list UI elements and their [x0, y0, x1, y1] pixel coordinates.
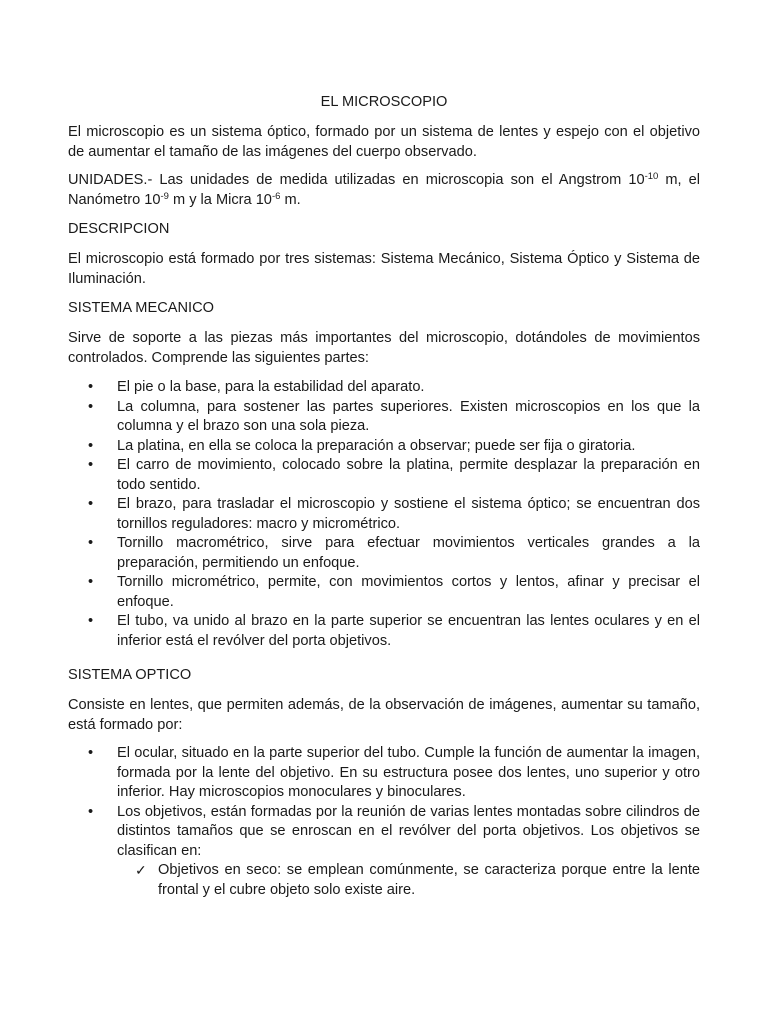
units-text-4: m. [280, 191, 301, 208]
list-item-text: Los objetivos, están formadas por la reunión de varias lentes montadas sobre cilindros de distintos tamaños que se enroscan en el revólver del porta objetivos. Los objetivos se clasifican en: [117, 803, 700, 859]
checkmark-icon: ✓ [135, 862, 147, 878]
list-item-text: El brazo, para trasladar el microscopio y sostiene el sistema óptico; se encuentran dos tornillos reguladores: macro y micrométrico. [117, 496, 700, 532]
bullet-icon: • [88, 745, 94, 761]
units-text-1: UNIDADES.- Las unidades de medida utilizadas en microscopia son el Angstrom 10 [68, 172, 645, 188]
optico-paragraph: Consiste en lentes, que permiten además, de la observación de imágenes, aumentar su tamaño, está formado por: [68, 697, 700, 733]
bullet-icon: • [88, 574, 94, 590]
list-item-text: Tornillo macrométrico, sirve para efectuar movimientos verticales grandes a la preparación, permitiendo un enfoque. [117, 535, 700, 571]
list-item [68, 456, 700, 495]
descripcion-paragraph: El microscopio está formado por tres sistemas: Sistema Mecánico, Sistema Óptico y Sistema de Iluminación. [68, 251, 700, 287]
list-item [68, 437, 700, 457]
units-text-3: m y la Micra 10 [168, 191, 272, 208]
units-exponent-1: -10 [644, 171, 659, 182]
mecanico-paragraph: Sirve de soporte a las piezas más importantes del microscopio, dotándoles de movimientos controlados. Comprende las siguientes partes: [68, 330, 700, 366]
units-exponent-3: -6 [271, 190, 281, 202]
bullet-icon: • [88, 398, 94, 415]
bullet-icon: • [88, 437, 94, 454]
list-item-text: Tornillo micrométrico, permite, con movimientos cortos y lentos, afinar y precisar el enfoque. [117, 574, 700, 610]
units-text-2: m, el Nanómetro 10 [68, 172, 700, 208]
bullet-icon: • [88, 613, 94, 629]
list-item [68, 378, 700, 398]
list-item [68, 803, 700, 901]
mecanico-heading: SISTEMA MECANICO [68, 300, 214, 316]
list-item [68, 398, 700, 437]
list-item-text: El ocular, situado en la parte superior del tubo. Cumple la función de aumentar la imagen, formada por la lente del objetivo. En su estructura posee dos lentes, uno superior y otro inferior. Hay microscopios monoculares y binoculares. [117, 745, 700, 800]
document-title: EL MICROSCOPIO [320, 94, 448, 110]
mecanico-list [68, 378, 700, 651]
bullet-icon: • [88, 457, 94, 473]
descripcion-heading: DESCRIPCION [68, 221, 170, 237]
list-item-text: El carro de movimiento, colocado sobre la platina, permite desplazar la preparación en todo sentido. [117, 457, 700, 493]
list-item-text: La columna, para sostener las partes superiores. Existen microscopios en los que la columna y el brazo son una sola pieza. [117, 398, 700, 434]
objetivos-sublist [117, 861, 700, 900]
bullet-icon: • [88, 803, 94, 820]
list-item [68, 495, 700, 534]
sublist-item-text: Objetivos en seco: se emplean comúnmente, se caracteriza porque entre la lente frontal y el cubre objeto solo existe aire. [158, 862, 700, 898]
bullet-icon: • [88, 379, 94, 395]
list-item [68, 612, 700, 651]
list-item-text: El tubo, va unido al brazo en la parte superior se encuentran las lentes oculares y en el inferior está el revólver del porta objetivos. [117, 613, 700, 649]
units-paragraph [68, 171, 700, 210]
optico-heading: SISTEMA OPTICO [68, 667, 192, 683]
units-exponent-2: -9 [160, 190, 169, 202]
list-item-text: El pie o la base, para la estabilidad del aparato. [117, 379, 425, 395]
optico-list [68, 744, 700, 900]
list-item [68, 534, 700, 573]
list-item [68, 573, 700, 612]
bullet-icon: • [88, 535, 94, 551]
list-item-text: La platina, en ella se coloca la preparación a observar; puede ser fija o giratoria. [117, 437, 636, 454]
intro-paragraph: El microscopio es un sistema óptico, formado por un sistema de lentes y espejo con el objetivo de aumentar el tamaño de las imágenes del cuerpo observado. [68, 124, 700, 160]
bullet-icon: • [88, 496, 94, 512]
list-item [68, 744, 700, 803]
sublist-item [117, 861, 700, 900]
